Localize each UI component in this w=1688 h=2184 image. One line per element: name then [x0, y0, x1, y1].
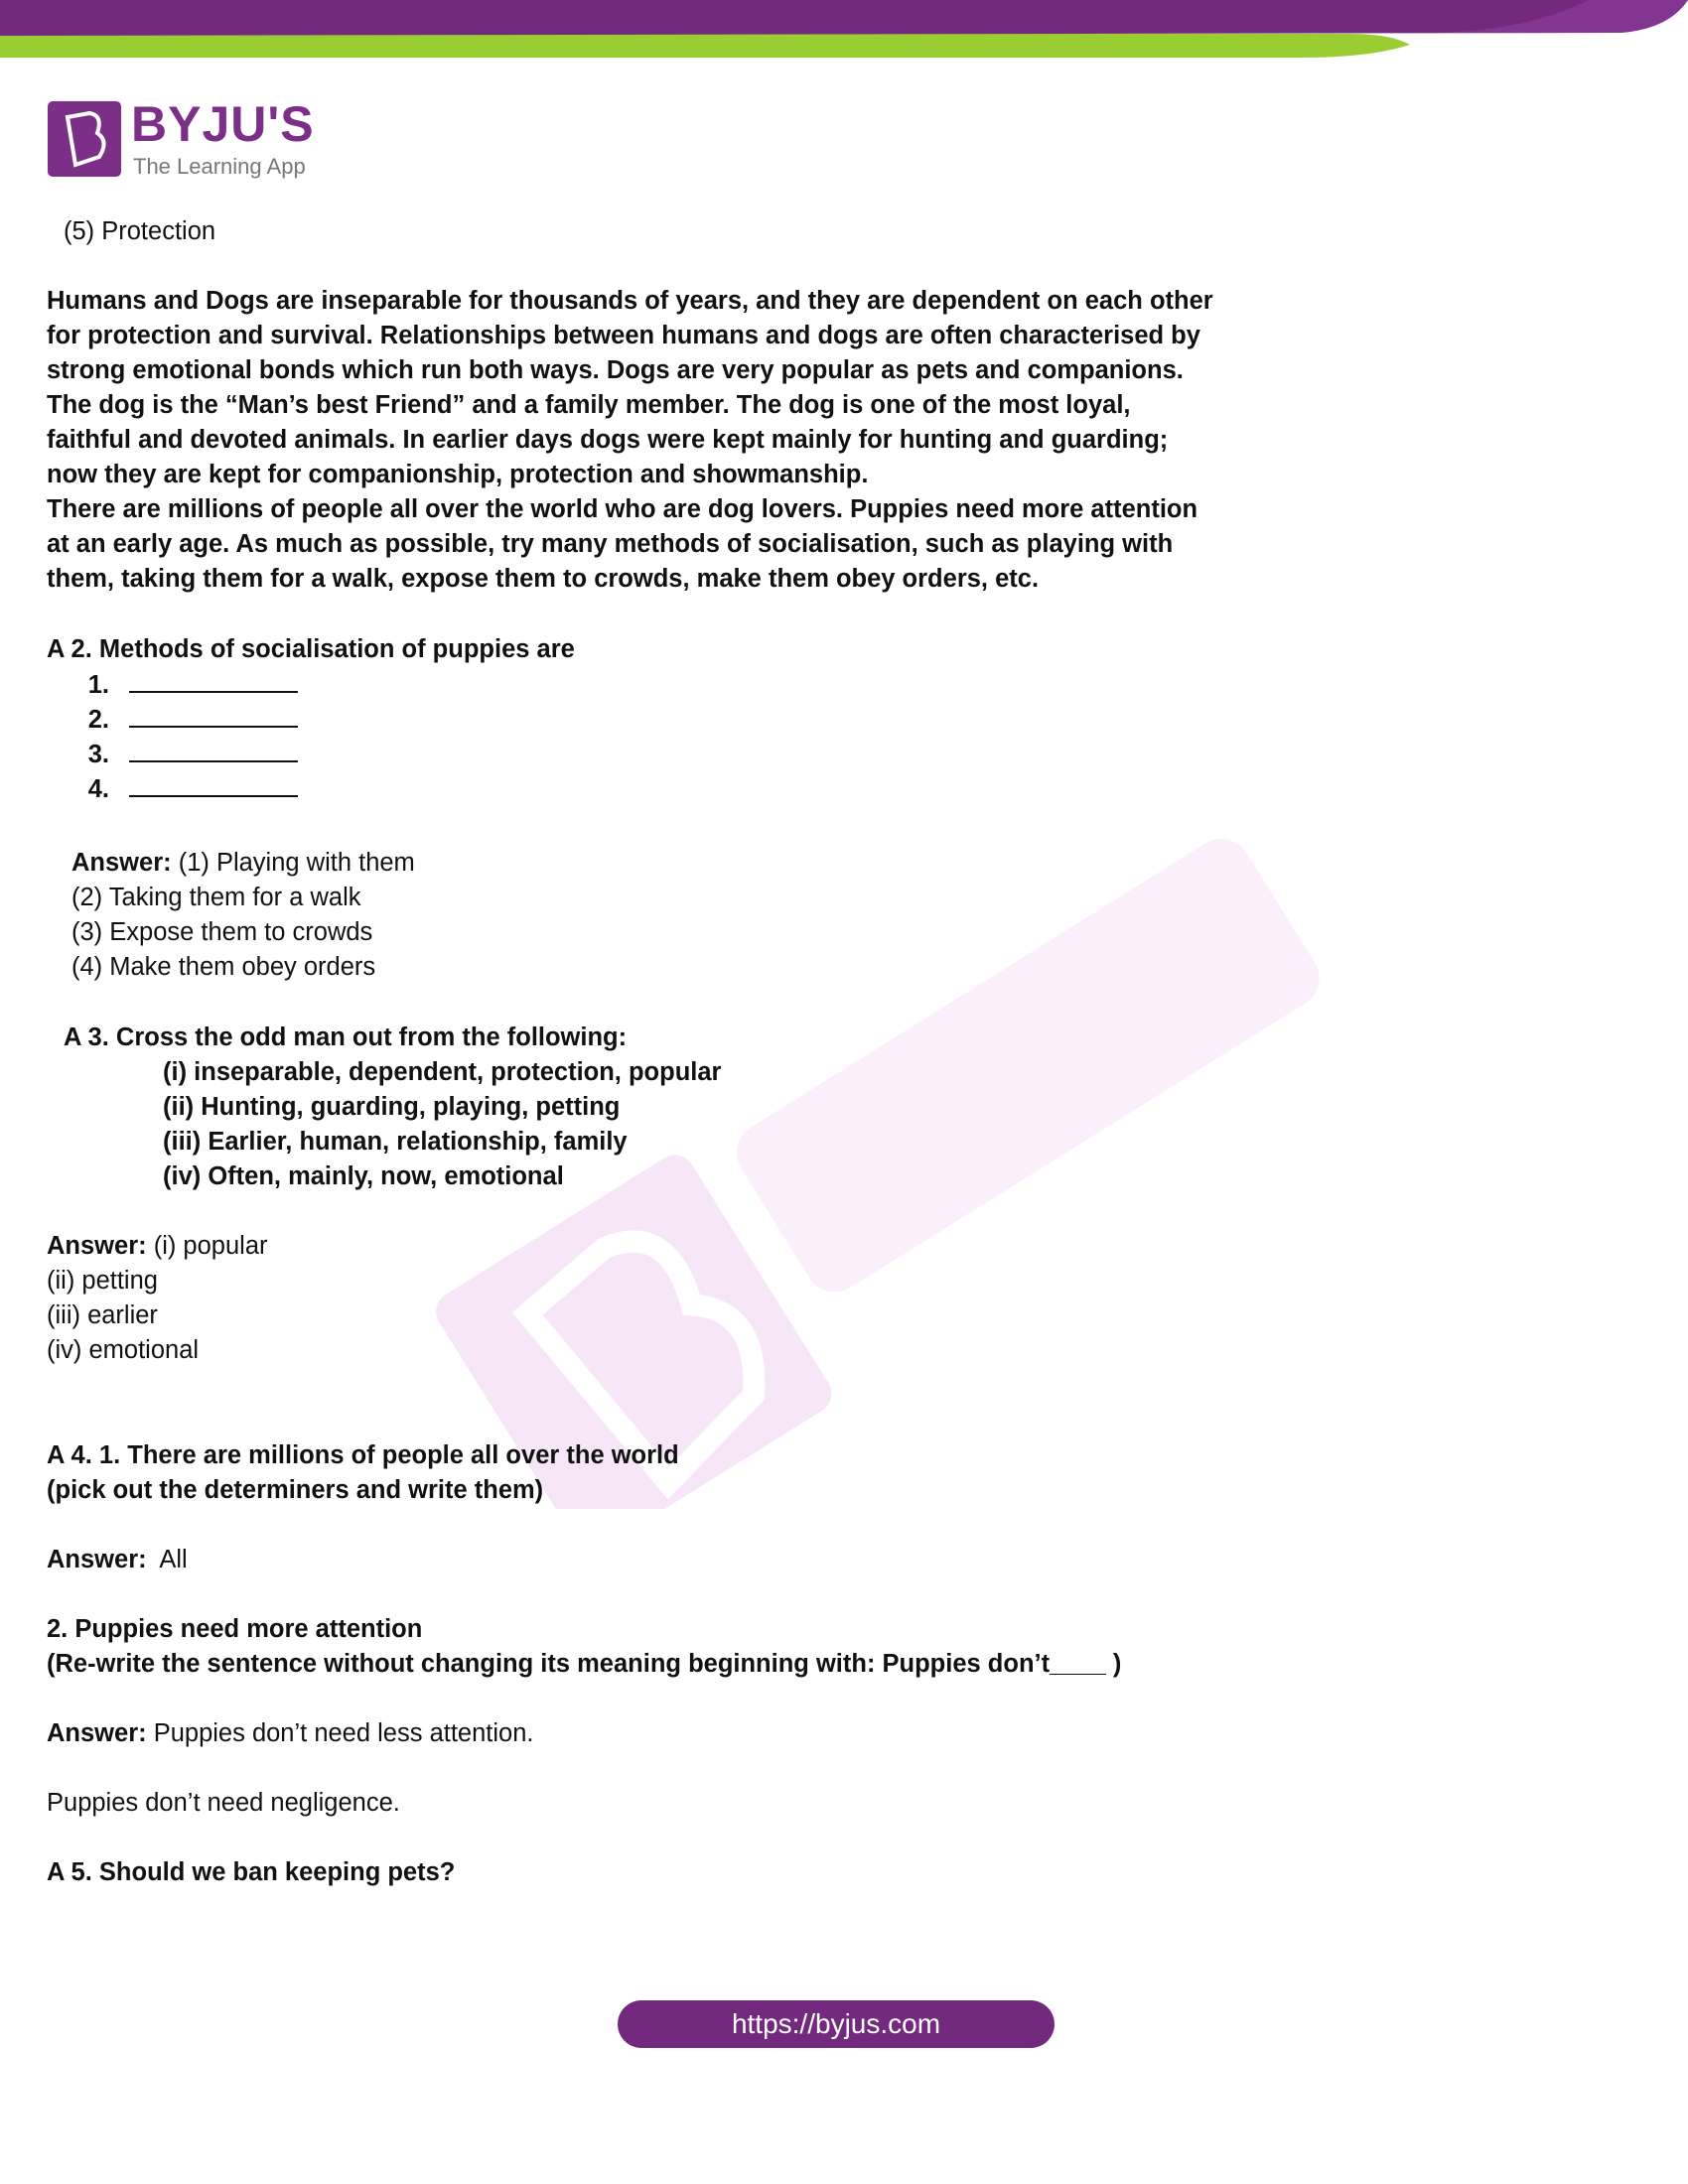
a4-question-2 [47, 1612, 1121, 1682]
blank-item [70, 667, 298, 702]
blank-item [70, 737, 298, 771]
blank-line [129, 667, 298, 693]
logo-tagline: The Learning App [133, 154, 306, 179]
passage-line: Humans and Dogs are inseparable for thousands of years, and they are dependent on each other [47, 287, 1213, 315]
answer-text: (3) Expose them to crowds [71, 918, 373, 946]
odd-out-item: (i) inseparable, dependent, protection, popular [163, 1058, 722, 1086]
passage-line: now they are kept for companionship, protection and showmanship. [47, 461, 869, 488]
question-line: (pick out the determiners and write them) [47, 1476, 544, 1504]
passage-line: them, taking them for a walk, expose them to crowds, make them obey orders, etc. [47, 565, 1040, 593]
byjus-b-icon [46, 99, 123, 179]
answer-label: Answer: [47, 1719, 147, 1747]
blank-number: 1. [87, 671, 109, 699]
question-line: A 4. 1. There are millions of people all over the world [47, 1441, 679, 1469]
passage-line: There are millions of people all over the world who are dog lovers. Puppies need more attention [47, 495, 1198, 523]
intro-item: (5) Protection [64, 217, 216, 245]
passage-line: for protection and survival. Relationships between humans and dogs are often characterised by [47, 322, 1200, 349]
passage-line: faithful and devoted animals. In earlier days dogs were kept mainly for hunting and guarding; [47, 426, 1169, 454]
answer-text: (1) Playing with them [178, 849, 415, 877]
question-line: 2. Puppies need more attention [47, 1615, 423, 1643]
answer-text: (ii) petting [47, 1267, 158, 1295]
answer-label: Answer: [47, 1232, 147, 1260]
logo-wordmark: BYJU'S [131, 96, 315, 152]
blank-number: 2. [87, 706, 109, 734]
a2-answer [71, 846, 415, 985]
a2-question: A 2. Methods of socialisation of puppies are [47, 635, 575, 663]
passage-line: at an early age. As much as possible, try many methods of socialisation, such as playing with [47, 530, 1174, 558]
a3-question: A 3. Cross the odd man out from the following: [64, 1024, 628, 1051]
a4-answer-1 [47, 1543, 188, 1577]
answer-text: (iii) earlier [47, 1301, 158, 1329]
a3-items [163, 1055, 721, 1194]
odd-out-item: (ii) Hunting, guarding, playing, petting [163, 1093, 621, 1121]
blank-number: 3. [87, 741, 109, 768]
passage [47, 284, 1213, 597]
passage-line: strong emotional bonds which run both ways. Dogs are very popular as pets and companions. [47, 356, 1184, 384]
website-link[interactable]: https://byjus.com [618, 2000, 1055, 2048]
byjus-logo [46, 96, 334, 181]
a4-question-1 [47, 1438, 679, 1508]
answer-text: (4) Make them obey orders [71, 953, 376, 981]
passage-line: The dog is the “Man’s best Friend” and a family member. The dog is one of the most loyal, [47, 391, 1131, 419]
blank-item [70, 702, 298, 737]
blank-number: 4. [87, 775, 109, 803]
a4-answer-2 [47, 1716, 533, 1751]
answer-label: Answer: [71, 849, 172, 877]
blank-item [70, 771, 298, 806]
question-line: (Re-write the sentence without changing its meaning beginning with: Puppies don’t____ ) [47, 1650, 1122, 1678]
answer-text: (2) Taking them for a walk [71, 884, 361, 911]
answer-text: All [159, 1546, 188, 1573]
answer-text: Puppies don’t need less attention. [153, 1719, 534, 1747]
blank-line [129, 771, 298, 797]
blank-line [129, 702, 298, 728]
a4-answer-2b: Puppies don’t need negligence. [47, 1789, 400, 1817]
answer-text: (i) popular [153, 1232, 268, 1260]
answer-label: Answer: [47, 1546, 147, 1573]
answer-text: (iv) emotional [47, 1336, 200, 1364]
a3-answer [47, 1229, 268, 1368]
header-banner [0, 0, 1688, 60]
odd-out-item: (iv) Often, mainly, now, emotional [163, 1162, 564, 1190]
a2-blanks [70, 667, 298, 806]
a5-question: A 5. Should we ban keeping pets? [47, 1858, 456, 1886]
odd-out-item: (iii) Earlier, human, relationship, family [163, 1128, 628, 1156]
blank-line [129, 737, 298, 762]
